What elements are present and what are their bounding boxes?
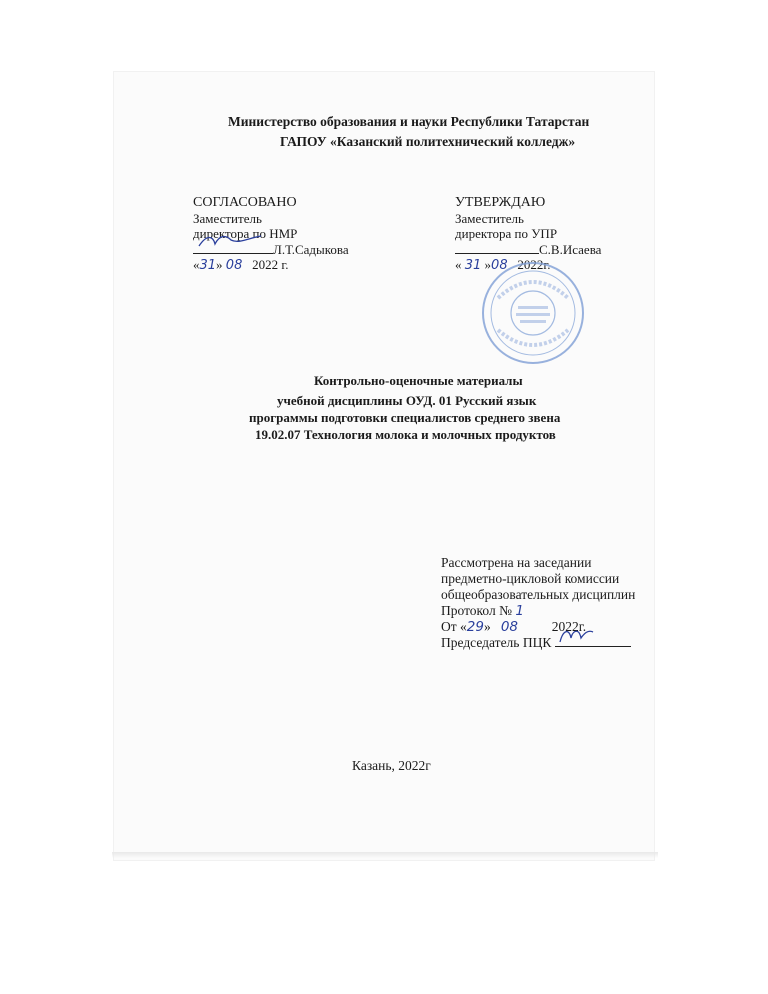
agreed-title: СОГЛАСОВАНО (193, 195, 297, 210)
agreed-signature-line (193, 242, 349, 258)
review-chair (441, 635, 631, 651)
approved-date-month: 08 (491, 258, 508, 273)
agreed-position-line1: Заместитель (193, 211, 262, 226)
approved-signature-underline (455, 242, 539, 254)
document-page (114, 72, 654, 860)
college-seal-stamp (478, 258, 588, 368)
agreed-date-year: 2022 г. (252, 257, 289, 272)
review-protocol-number: 1 (515, 603, 524, 619)
approved-signature-line (455, 242, 601, 258)
review-chair-label: Председатель ПЦК (441, 635, 552, 650)
page-scan-edge (112, 852, 658, 858)
agreed-date-open: « (193, 257, 200, 272)
agreed-date-month: 08 (225, 258, 243, 273)
approved-title: УТВЕРЖДАЮ (455, 195, 546, 210)
approved-signatory: С.В.Исаева (539, 242, 602, 257)
approved-date-year: 2022г. (517, 257, 551, 272)
review-protocol (441, 603, 524, 619)
city-year: Казань, 2022г (352, 758, 431, 773)
agreed-date (193, 257, 288, 274)
document-title-line3: программы подготовки специалистов среднего звена (249, 410, 561, 425)
college-heading: ГАПОУ «Казанский политехнический колледж» (280, 134, 576, 149)
agreed-date-close: » (216, 257, 223, 272)
agreed-date-day: 31 (199, 258, 217, 273)
ministry-heading: Министерство образования и науки Республики Татарстан (228, 114, 590, 129)
review-date-label: От « (441, 619, 467, 634)
agreed-position-line2: директора по НМР (193, 226, 298, 241)
review-date-day: 29 (466, 619, 484, 635)
approved-date-day: 31 (464, 258, 482, 273)
agreed-signature-underline (193, 242, 273, 254)
approved-date-open: « (455, 257, 462, 272)
approved-date-close: » (484, 257, 492, 272)
agreed-signatory: Л.Т.Садыкова (273, 242, 349, 257)
agreed-signature-scribble (195, 232, 267, 250)
review-date-month: 08 (500, 619, 519, 635)
review-line1: Рассмотрена на заседании (441, 555, 592, 570)
document-title-line2: учебной дисциплины ОУД. 01 Русский язык (277, 393, 537, 408)
approved-position-line1: Заместитель (455, 211, 524, 226)
document-title-line1: Контрольно-оценочные материалы (314, 373, 523, 388)
document-title-line4: 19.02.07 Технология молока и молочных продуктов (255, 427, 556, 442)
review-chair-signature-scribble (557, 626, 597, 646)
review-date-year: 2022г. (551, 619, 587, 634)
approved-position-line2: директора по УПР (455, 226, 558, 241)
review-line3: общеобразовательных дисциплин (441, 587, 636, 602)
review-protocol-label: Протокол № (441, 603, 512, 618)
review-line2: предметно-цикловой комиссии (441, 571, 620, 586)
review-chair-signature-line (555, 635, 631, 647)
review-date-close: » (483, 619, 491, 634)
